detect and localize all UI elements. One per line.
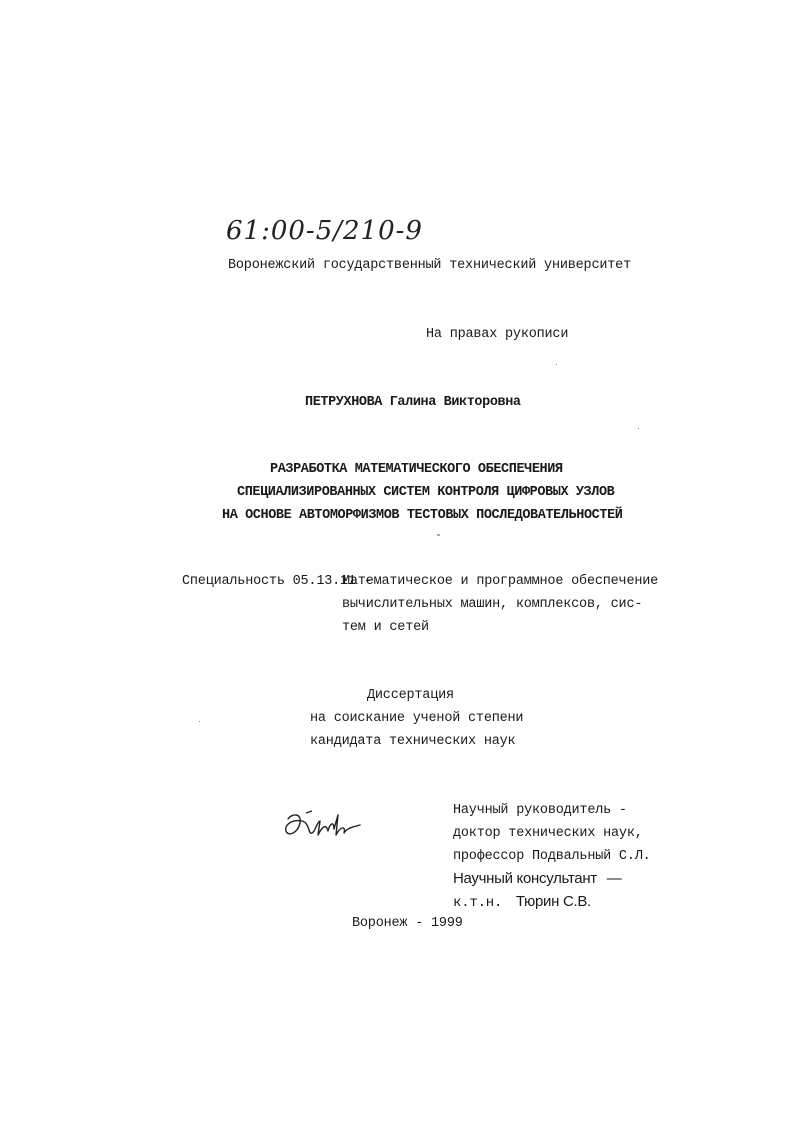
supervisor-line-3: профессор Подвальный С.Л. bbox=[453, 849, 651, 864]
dissertation-line-2: на соискание ученой степени bbox=[310, 711, 524, 726]
scan-speck bbox=[437, 534, 440, 536]
supervisor-line-2: доктор технических наук, bbox=[453, 826, 643, 841]
city-year: Воронеж - 1999 bbox=[352, 916, 463, 931]
handwritten-shelf-mark: 61:00-5/210-9 bbox=[226, 216, 423, 246]
specialty-line-1: Математическое и программное обеспечение bbox=[342, 574, 659, 589]
scan-speck bbox=[199, 721, 200, 722]
title-line-2: СПЕЦИАЛИЗИРОВАННЫХ СИСТЕМ КОНТРОЛЯ ЦИФРОВЫХ УЗЛОВ bbox=[237, 485, 615, 500]
title-line-3: НА ОСНОВЕ АВТОМОРФИЗМОВ ТЕСТОВЫХ ПОСЛЕДОВАТЕЛЬНОСТЕЙ bbox=[222, 508, 623, 523]
specialty-label: Специальность 05.13.11 - bbox=[182, 574, 372, 589]
specialty-line-3: тем и сетей bbox=[342, 620, 429, 635]
scan-speck bbox=[556, 364, 557, 365]
consultant-word-2: консультант bbox=[516, 870, 597, 887]
title-line-1: РАЗРАБОТКА МАТЕМАТИЧЕСКОГО ОБЕСПЕЧЕНИЯ bbox=[270, 462, 563, 477]
supervisor-line-1: Научный руководитель - bbox=[453, 803, 627, 818]
scan-speck bbox=[638, 428, 639, 429]
manuscript-note: На правах рукописи bbox=[426, 327, 569, 342]
consultant-title bbox=[453, 870, 621, 887]
dissertation-line-3: кандидата технических наук bbox=[310, 734, 516, 749]
consultant-word-1: Научный bbox=[453, 870, 513, 887]
consultant-name: Тюрин С.В. bbox=[515, 893, 591, 910]
consultant-name-line bbox=[453, 893, 591, 911]
specialty-line-2: вычислительных машин, комплексов, сис- bbox=[342, 597, 643, 612]
consultant-dash: — bbox=[606, 870, 622, 887]
consultant-degree: к.т.н. bbox=[453, 895, 503, 911]
author-name: ПЕТРУХНОВА Галина Викторовна bbox=[305, 395, 521, 410]
university-name: Воронежский государственный технический университет bbox=[228, 258, 631, 273]
dissertation-line-1: Диссертация bbox=[367, 688, 454, 703]
author-signature bbox=[282, 805, 364, 847]
